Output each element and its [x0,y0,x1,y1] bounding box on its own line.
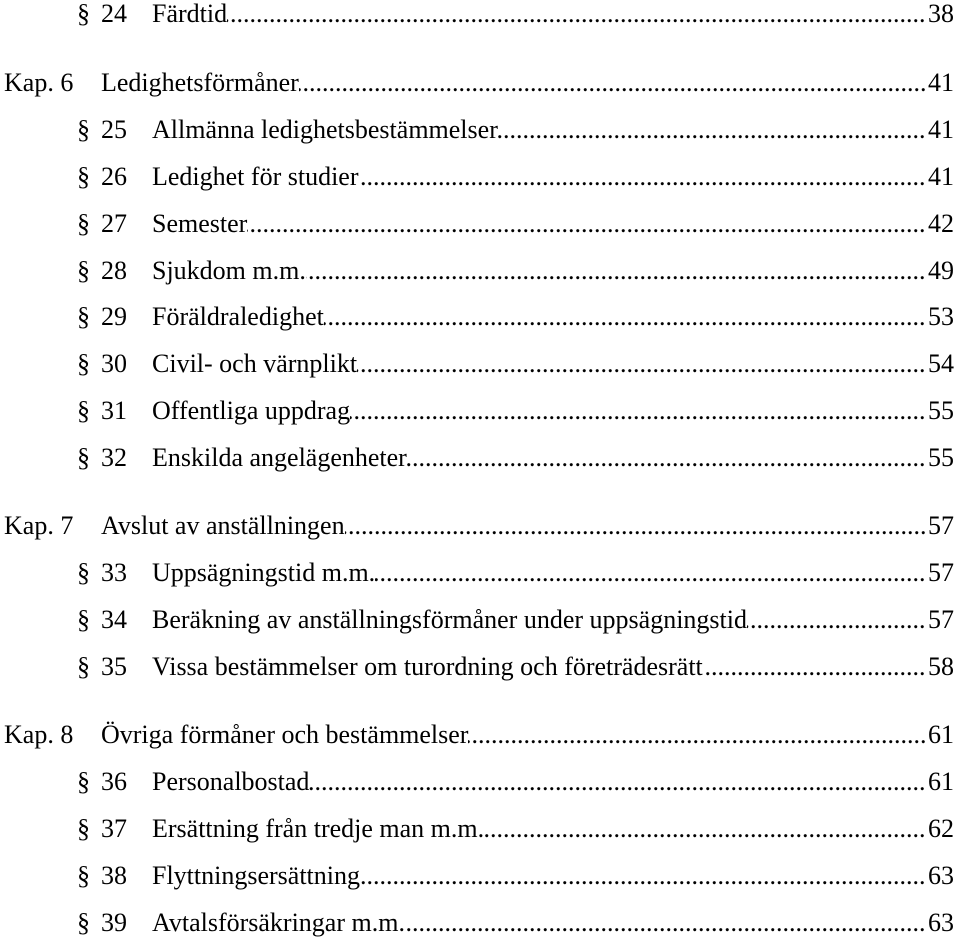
toc-section-row [0,207,954,241]
page-number: 58 [926,650,954,684]
section-sign: § [77,814,90,843]
page-number: 41 [926,160,954,194]
chapter-title: Övriga förmåner och bestämmelser [101,718,468,752]
page-number: 41 [926,66,954,100]
section-title: Färdtid [152,0,227,31]
section-sign: § [77,861,90,890]
page-number: 63 [926,859,954,893]
section-number: 28 [101,256,127,285]
page-number: 55 [926,441,954,475]
section-title: Civil- och värnplikt [152,347,357,381]
section-sign: § [77,767,90,796]
dot-leader [152,300,954,334]
page-number: 61 [926,718,954,752]
page-number: 41 [926,113,954,147]
toc-section-row [0,347,954,381]
page-number: 38 [926,0,954,31]
page-number: 53 [926,300,954,334]
section-sign: § [77,443,90,472]
section-sign: § [77,396,90,425]
dot-leader [152,207,954,241]
dot-leader [152,765,954,799]
section-number: 38 [101,861,127,890]
dot-leader [152,394,954,428]
section-title: Enskilda angelägenheter [152,441,407,475]
section-sign: § [77,209,90,238]
dot-leader [152,0,954,31]
section-number: 30 [101,349,127,378]
section-title: Offentliga uppdrag [152,394,350,428]
section-title: Ledighet för studier [152,160,359,194]
section-number: 33 [101,558,127,587]
dot-leader [152,160,954,194]
toc-section-row [0,254,954,288]
section-sign: § [77,558,90,587]
section-sign: § [77,349,90,378]
section-sign: § [77,256,90,285]
page-number: 57 [926,556,954,590]
page-number: 55 [926,394,954,428]
page-number: 49 [926,254,954,288]
dot-leader [101,509,954,543]
page-number: 61 [926,765,954,799]
toc-section-row [0,556,954,590]
section-title: Semester [152,207,247,241]
section-sign: § [77,0,90,28]
toc-section-row [0,394,954,428]
dot-leader [152,859,954,893]
section-number: 36 [101,767,127,796]
page-number: 42 [926,207,954,241]
section-number: 29 [101,302,127,331]
dot-leader [152,441,954,475]
section-number: 34 [101,605,127,634]
page-number: 54 [926,347,954,381]
section-number: 32 [101,443,127,472]
section-title: Sjukdom m.m. [152,254,306,288]
toc-section-row [0,0,954,31]
toc-section-row [0,812,954,846]
section-number: 24 [101,0,127,28]
chapter-number: Kap. 7 [4,511,74,540]
section-sign: § [77,115,90,144]
section-title: Avtalsförsäkringar m.m. [152,906,405,940]
section-title: Flyttningsersättning [152,859,360,893]
dot-leader [152,254,954,288]
page-number: 63 [926,906,954,940]
dot-leader [152,556,954,590]
dot-leader [152,603,954,637]
toc-section-row [0,603,954,637]
page-number: 62 [926,812,954,846]
toc-section-row [0,160,954,194]
section-title: Personalbostad [152,765,309,799]
section-number: 27 [101,209,127,238]
toc-section-row [0,441,954,475]
section-title: Uppsägningstid m.m. [152,556,375,590]
chapter-number: Kap. 8 [4,720,74,749]
page-number: 57 [926,603,954,637]
section-title: Beräkning av anställningsförmåner under uppsägningstid [152,603,747,637]
section-title: Allmänna ledighetsbestämmelser [152,113,498,147]
section-sign: § [77,605,90,634]
toc-chapter-row [0,66,954,100]
chapter-title: Avslut av anställningen [101,509,345,543]
dot-leader [152,113,954,147]
section-number: 26 [101,162,127,191]
chapter-title: Ledighetsförmåner [101,66,299,100]
section-number: 39 [101,908,127,937]
section-number: 31 [101,396,127,425]
dot-leader [152,812,954,846]
section-number: 25 [101,115,127,144]
section-sign: § [77,652,90,681]
toc-chapter-row [0,718,954,752]
section-sign: § [77,908,90,937]
toc-section-row [0,765,954,799]
dot-leader [152,347,954,381]
section-number: 37 [101,814,127,843]
section-number: 35 [101,652,127,681]
section-sign: § [77,302,90,331]
page-number: 57 [926,509,954,543]
section-title: Föräldraledighet [152,300,324,334]
chapter-number: Kap. 6 [4,68,74,97]
section-sign: § [77,162,90,191]
section-title: Ersättning från tredje man m.m. [152,812,484,846]
dot-leader [101,718,954,752]
dot-leader [152,650,954,684]
toc-section-row [0,113,954,147]
dot-leader [101,66,954,100]
toc-chapter-row [0,509,954,543]
toc-section-row [0,906,954,940]
toc-section-row [0,300,954,334]
toc-section-row [0,650,954,684]
section-title: Vissa bestämmelser om turordning och företrädesrätt [152,650,703,684]
toc-section-row [0,859,954,893]
dot-leader [152,906,954,940]
